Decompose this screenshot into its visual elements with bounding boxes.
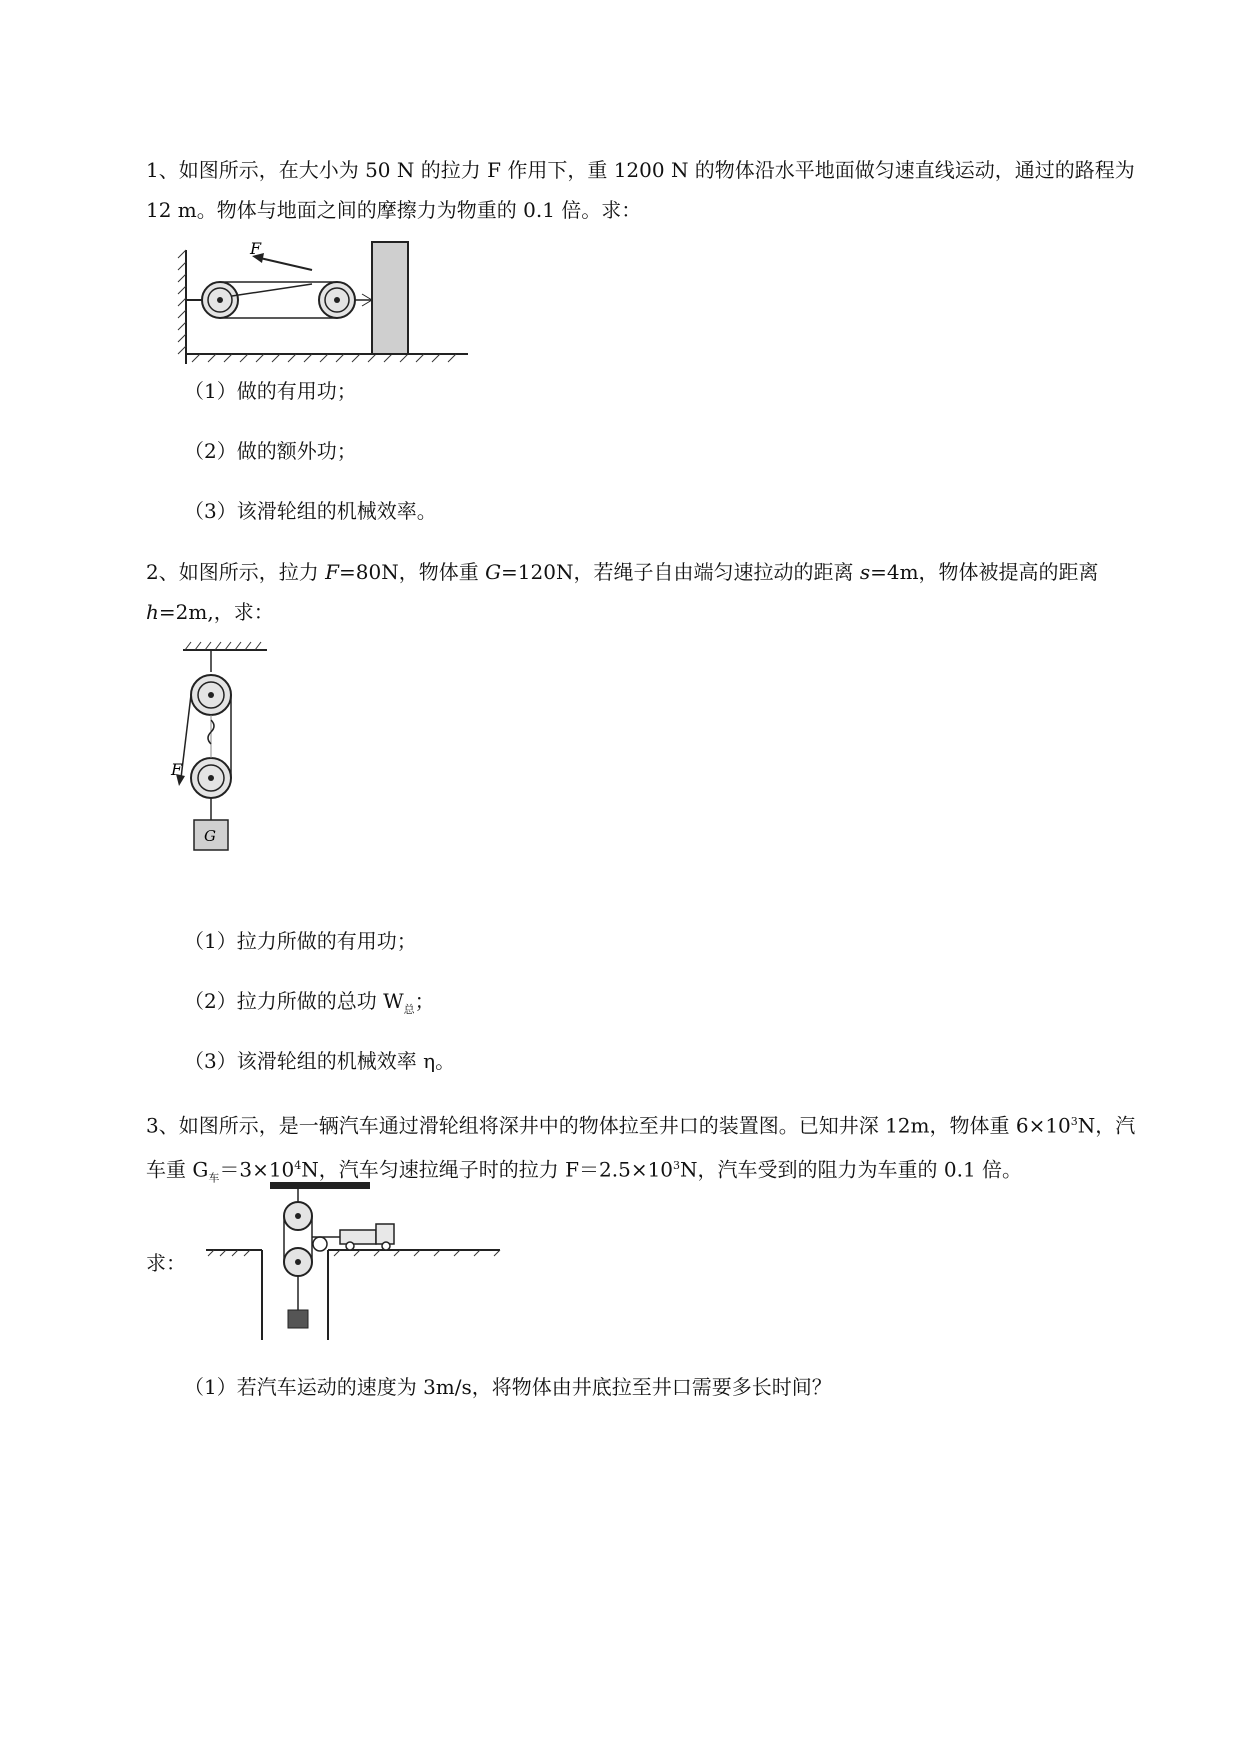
- q2-sub-1: （1）拉力所做的有用功；: [184, 929, 417, 953]
- q3-well-figure: [204, 1182, 504, 1352]
- q2-sub-3: （3）该滑轮组的机械效率 η。: [184, 1049, 456, 1073]
- q2-text: 2、如图所示，拉力 F=80N，物体重 G=120N，若绳子自由端匀速拉动的距离 s=4m，物体被提高的距离 h=2m,，求：: [146, 560, 1099, 624]
- q1-text: 1、如图所示，在大小为 50 N 的拉力 F 作用下，重 1200 N 的物体沿水平地面做匀速直线运动，通过的路程为 12 m。物体与地面之间的摩擦力为物重的 0.1 倍。求：: [146, 158, 1135, 222]
- q2-pulley-figure: [171, 640, 275, 855]
- q2-sub-2: （2）拉力所做的总功 $W_总$；: [184, 989, 435, 1016]
- q1-force-label: F: [250, 239, 262, 258]
- q3-ask-label: 求：: [146, 1251, 186, 1275]
- q2-force-label: F: [171, 760, 183, 779]
- q1-pulley-figure: [172, 238, 472, 364]
- q3-sub-1: （1）若汽车运动的速度为 3m/s，将物体由井底拉至井口需要多长时间？: [184, 1375, 832, 1399]
- q1-sub-3: （3）该滑轮组的机械效率。: [184, 499, 437, 523]
- q3-text: 3、如图所示，是一辆汽车通过滑轮组将深井中的物体拉至井口的装置图。已知井深 12m，物体重 $6\times 10^3N$，汽车重 $G_车=3\times 10^4N$，汽车匀速拉绳子时的拉力 $F=2.5\times 10^3N$，汽车受到的阻力为车重的 0.1 倍。: [146, 1113, 1136, 1185]
- q1-sub-2: （2）做的额外功；: [184, 439, 357, 463]
- q2-weight-label: G: [204, 827, 216, 845]
- q1-sub-1: （1）做的有用功；: [184, 379, 357, 403]
